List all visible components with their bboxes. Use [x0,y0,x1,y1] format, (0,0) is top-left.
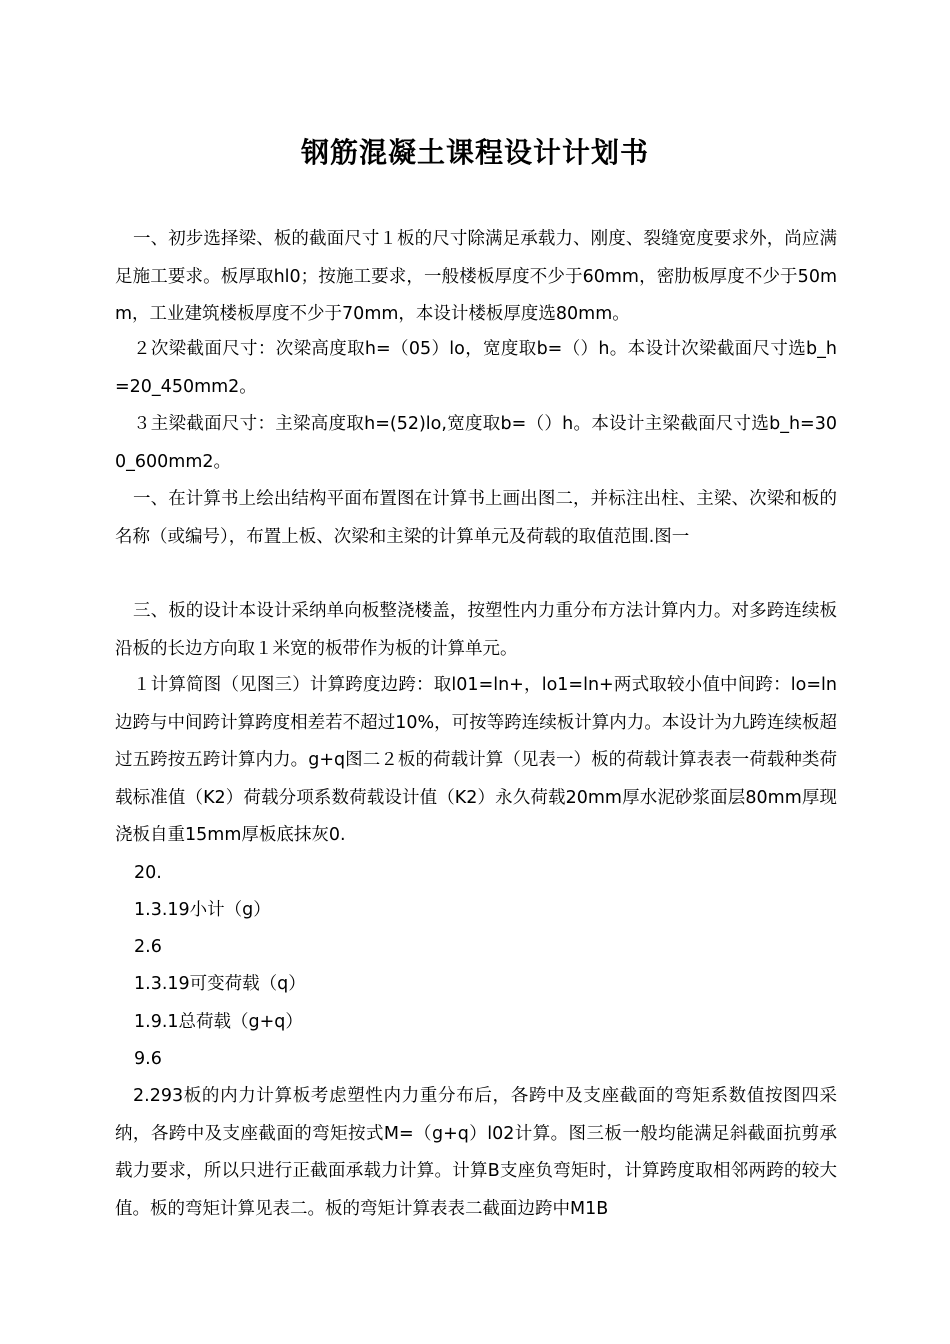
text-line: 1.3.19小计（g） [134,900,271,920]
text-line: 20. [134,863,162,883]
document-title: 钢筋混凝土课程设计计划书 [300,136,649,169]
paragraph-internal-force: 2.293板的内力计算板考虑塑性内力重分布后，各跨中及支座截面的弯矩系数值按图四采纳，各跨中及支座截面的弯矩按式M=（g+q）l02计算。图三板一般均能满足斜截面抗剪承载力要求，所以只进行正截面承载力计算。计算B支座负弯矩时，计算跨度取相邻两跨的较大值。板的弯矩计算见表二。板的弯矩计算表表二截面边跨中M1B [115,1086,837,1219]
paragraph-slab-design: 三、板的设计本设计采纳单向板整浇楼盖，按塑性内力重分布方法计算内力。对多跨连续板沿板的长边方向取１米宽的板带作为板的计算单元。 [115,601,837,659]
text-line: 2.6 [134,937,162,957]
paragraph-calculation-diagram: １计算简图（见图三）计算跨度边跨：取l01=ln+，lo1=ln+两式取较小值中间跨：lo=ln边跨与中间跨计算跨度相差若不超过10%，可按等跨连续板计算内力。本设计为九跨连续板超过五跨按五跨计算内力。g+q图二２板的荷载计算（见表一）板的荷载计算表表一荷载种类荷载标准值（K2）荷载分项系数荷载设计值（K2）永久荷载20mm厚水泥砂浆面层80mm厚现浇板自重15mm厚板底抹灰0. [115,675,837,845]
paragraph-section-one: 一、初步选择梁、板的截面尺寸１板的尺寸除满足承载力、刚度、裂缝宽度要求外，尚应满足施工要求。板厚取hl0；按施工要求，一般楼板厚度不少于60mm，密肋板厚度不少于50mm，工业建筑楼板厚度不少于70mm，本设计楼板厚度选80mm。 [115,229,837,324]
paragraph-layout-plan: 一、在计算书上绘出结构平面布置图在计算书上画出图二，并标注出柱、主梁、次梁和板的名称（或编号），布置上板、次梁和主梁的计算单元及荷载的取值范围.图一 [115,489,837,547]
paragraph-secondary-beam: ２次梁截面尺寸：次梁高度取h=（05）lo，宽度取b=（）h。本设计次梁截面尺寸选b_h=20_450mm2。 [115,339,837,397]
paragraph-main-beam: ３主梁截面尺寸：主梁高度取h=(52)lo,宽度取b=（）h。本设计主梁截面尺寸选b_h=300_600mm2。 [115,414,837,472]
text-line: 1.9.1总荷载（g+q） [134,1012,303,1032]
text-line: 1.3.19可变荷载（q） [134,974,306,994]
text-line: 9.6 [134,1049,162,1069]
